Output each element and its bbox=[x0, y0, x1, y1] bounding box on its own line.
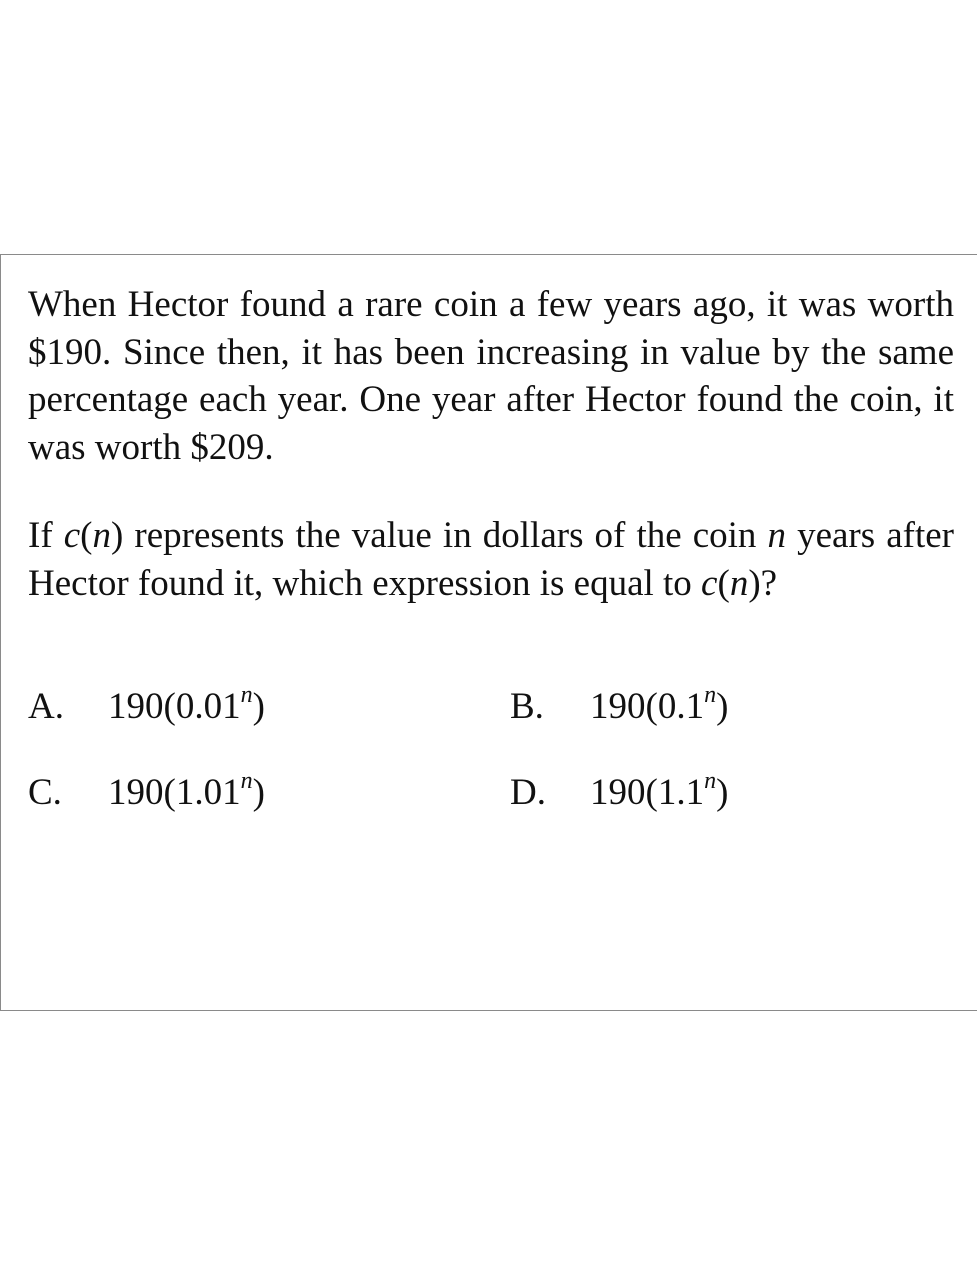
choice-close: ) bbox=[252, 686, 265, 727]
paren-open: ( bbox=[717, 562, 730, 604]
paragraph-2-text-2: ) represents the value in dollars of the coin bbox=[110, 515, 768, 556]
variable-n: n bbox=[767, 515, 786, 556]
answer-choice-b[interactable] bbox=[510, 681, 729, 729]
choice-base: 190(0.01 bbox=[108, 686, 241, 727]
choice-close: ) bbox=[716, 772, 729, 813]
choice-exponent: n bbox=[240, 681, 253, 708]
choice-exponent: n bbox=[704, 767, 717, 794]
choice-letter: D. bbox=[510, 772, 546, 813]
answer-choice-d[interactable] bbox=[510, 767, 729, 815]
choice-base: 190(0.1 bbox=[590, 686, 705, 727]
paragraph-2-text-3: years after Hector found it, which expression is equal to bbox=[28, 515, 954, 604]
function-c: c bbox=[701, 562, 718, 604]
answer-choice-a[interactable] bbox=[28, 681, 265, 729]
choice-exponent: n bbox=[704, 681, 717, 708]
choice-close: ) bbox=[252, 772, 265, 813]
choice-base: 190(1.01 bbox=[108, 772, 241, 813]
variable-n: n bbox=[729, 562, 749, 604]
question-paragraph-1: When Hector found a rare coin a few years ago, it was worth $190. Since then, it has been increasing in value by the same percentage each year. One year after Hector found the coin, it was worth $209. bbox=[28, 284, 954, 468]
choice-letter: C. bbox=[28, 772, 62, 813]
choice-close: ) bbox=[716, 686, 729, 727]
question-box bbox=[0, 254, 977, 1011]
choice-base: 190(1.1 bbox=[590, 772, 705, 813]
variable-n: n bbox=[92, 515, 111, 556]
paren-open: ( bbox=[80, 515, 93, 556]
function-c: c bbox=[63, 515, 81, 556]
choice-exponent: n bbox=[240, 767, 253, 794]
choice-letter: B. bbox=[510, 686, 544, 727]
paragraph-2-text-1: If bbox=[28, 515, 64, 556]
answer-choice-c[interactable] bbox=[28, 767, 265, 815]
choice-letter: A. bbox=[28, 686, 64, 727]
question-paragraph-2 bbox=[28, 512, 954, 607]
paragraph-2-text-4: )? bbox=[748, 562, 778, 604]
